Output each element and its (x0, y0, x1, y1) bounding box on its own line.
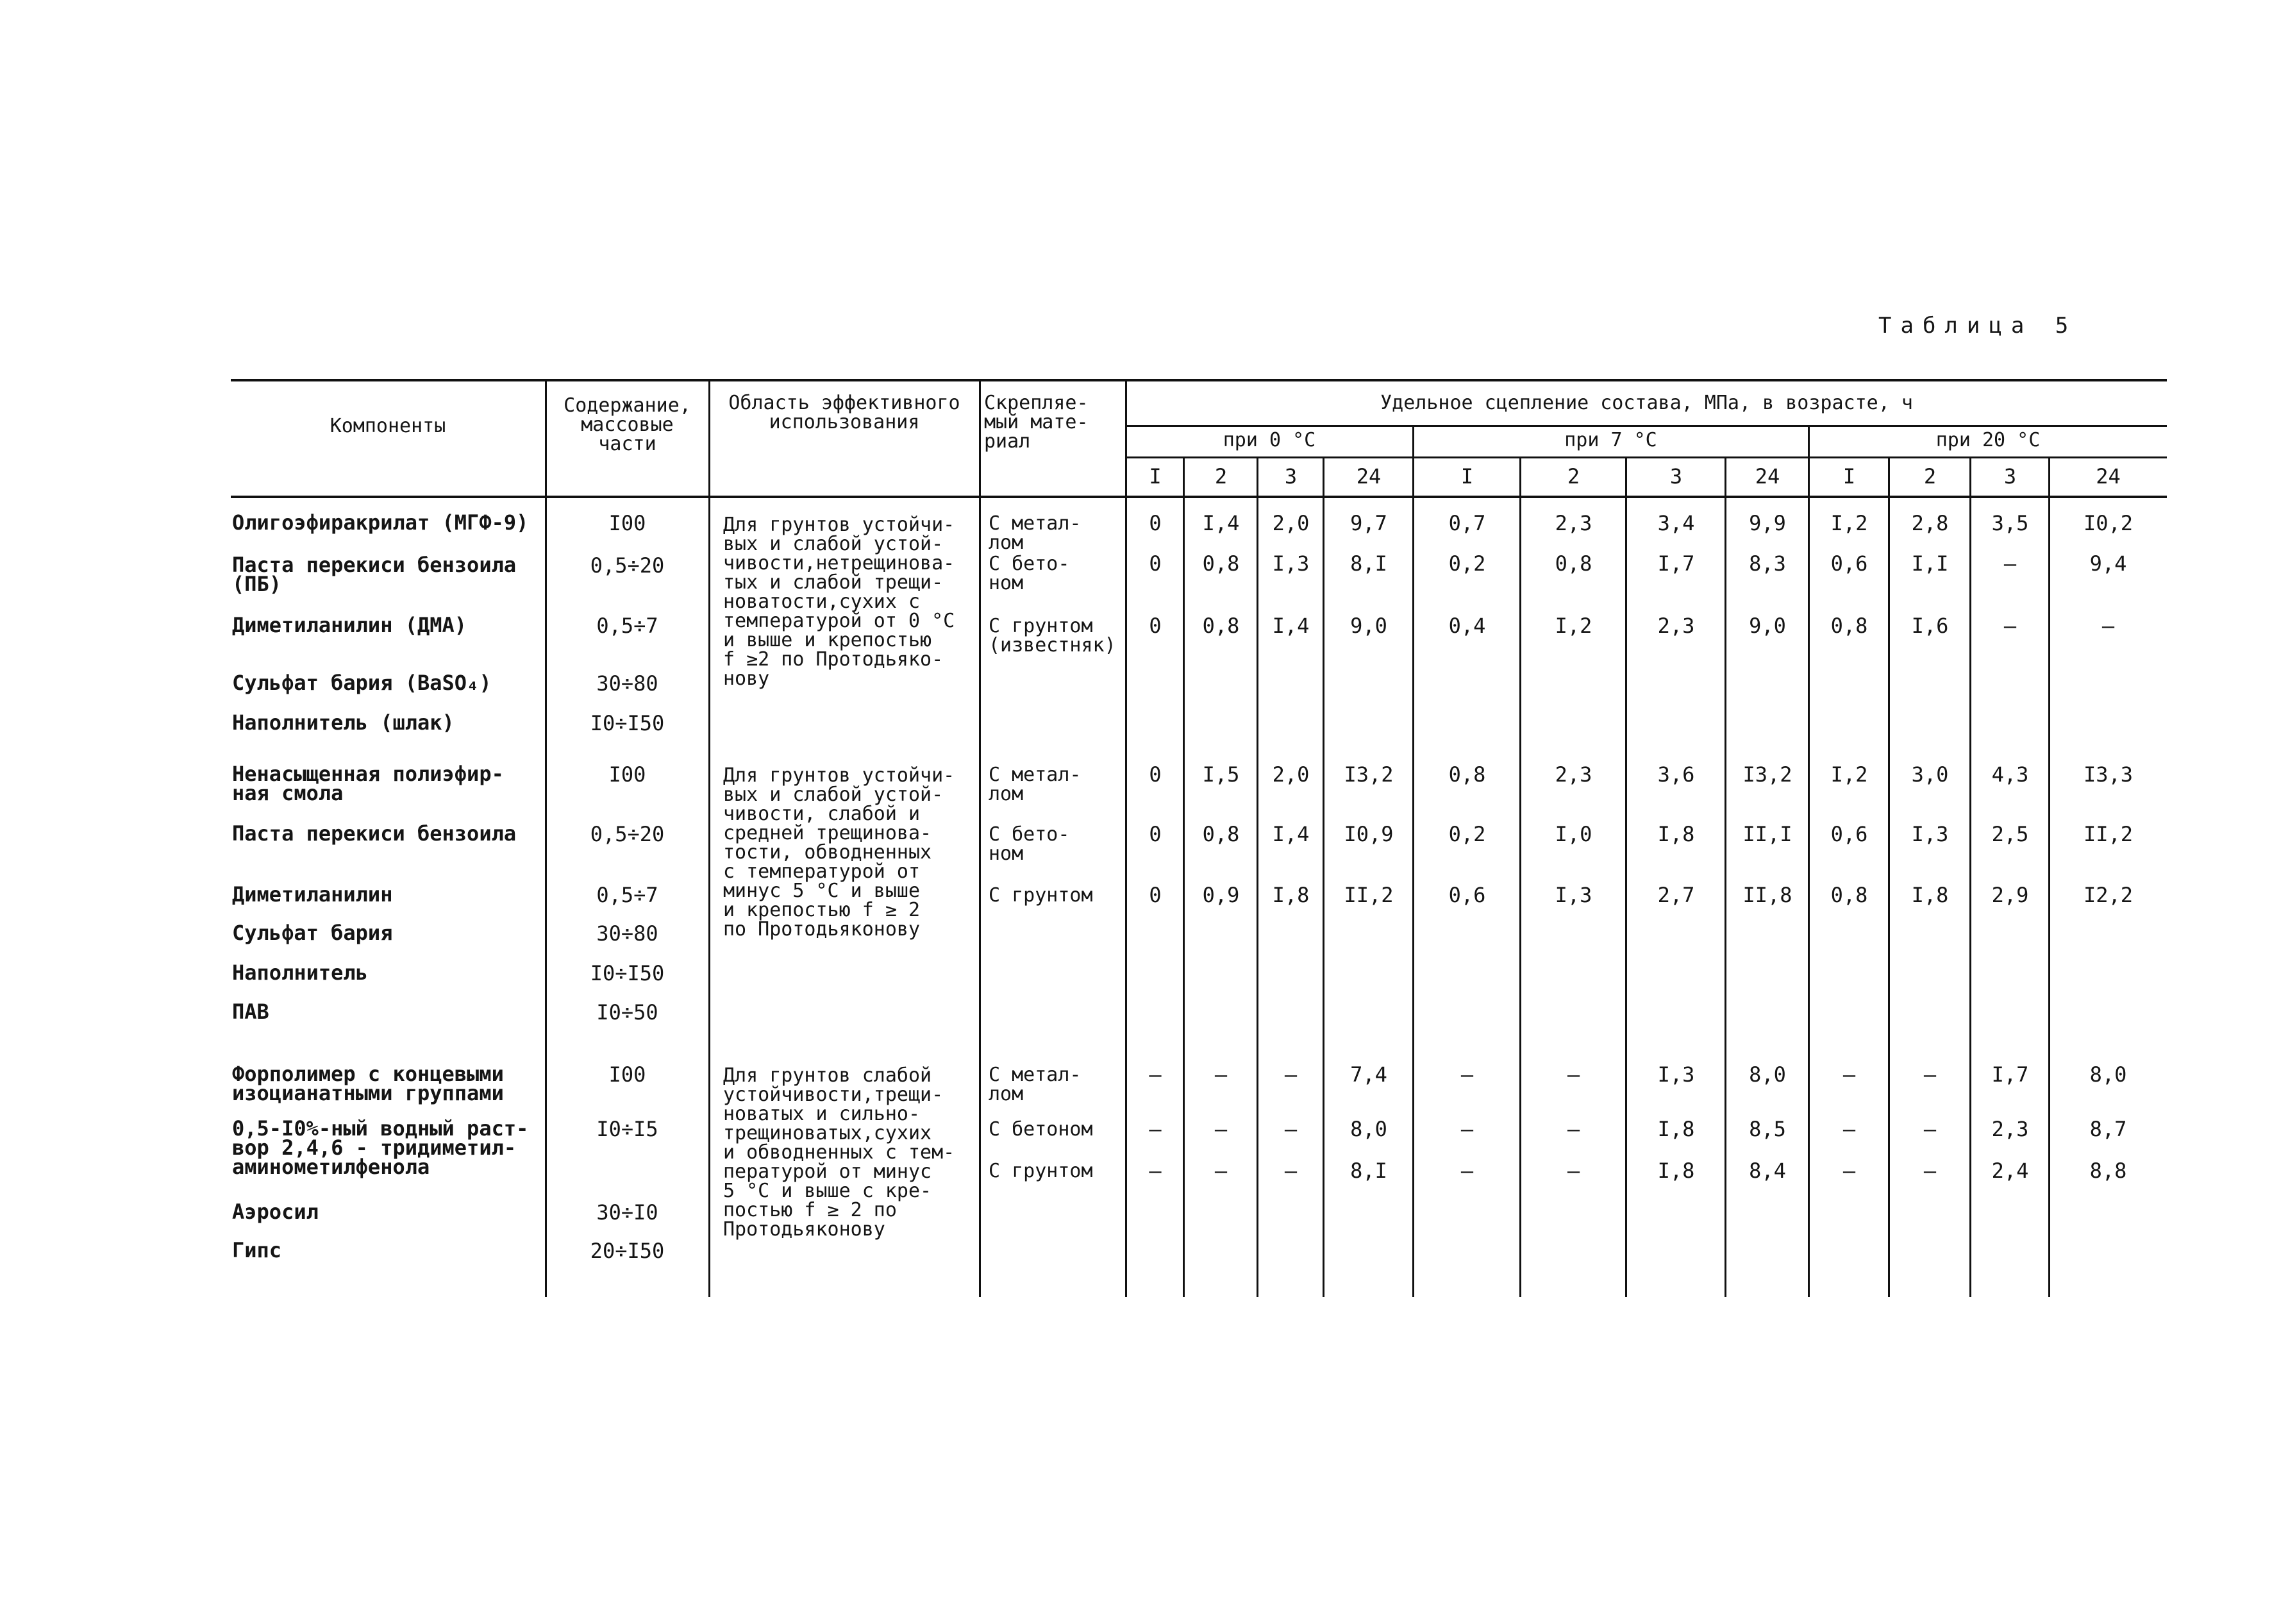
bonded-material: С бетоном (989, 1118, 1093, 1141)
hour-header: 3 (2003, 464, 2017, 489)
cohesion-value: – (2101, 614, 2115, 638)
cohesion-value: – (1923, 1117, 1937, 1141)
cohesion-value: I,7 (1657, 551, 1695, 576)
cohesion-value: 2,9 (1991, 883, 2029, 907)
cohesion-value: 3,4 (1657, 511, 1695, 535)
cohesion-value: I,7 (1991, 1062, 2029, 1087)
component-content: I0÷I50 (590, 711, 665, 735)
cohesion-value: I,3 (1657, 1062, 1695, 1087)
hour-header: 2 (1567, 464, 1580, 489)
cohesion-value: 2,0 (1272, 511, 1310, 535)
cohesion-value: 8,I (1350, 1159, 1387, 1183)
cohesion-value: 0,7 (1448, 511, 1486, 535)
bonded-material: С грунтом (989, 884, 1093, 907)
cohesion-value: II,2 (2083, 822, 2134, 846)
cohesion-value: – (2003, 551, 2017, 576)
bonded-material: С метал- лом (989, 1064, 1082, 1105)
component-content: 0,5÷20 (590, 553, 665, 578)
component-content: I00 (608, 1062, 646, 1087)
cohesion-value: I,2 (1830, 762, 1868, 787)
cohesion-value: I3,2 (1344, 762, 1394, 787)
cohesion-value: I,8 (1272, 883, 1310, 907)
cohesion-value: 0 (1149, 614, 1162, 638)
cohesion-value: 2,3 (1657, 614, 1695, 638)
cohesion-value: – (1923, 1062, 1937, 1087)
bonded-material: С грунтом (известняк) (989, 615, 1116, 657)
cohesion-value: – (1284, 1062, 1298, 1087)
cohesion-value: I,8 (1657, 1117, 1695, 1141)
cohesion-value: II,I (1742, 822, 1792, 846)
cohesion-value: 9,4 (2089, 551, 2127, 576)
hour-header: 2 (1214, 464, 1228, 489)
cohesion-value: – (1567, 1159, 1580, 1183)
cohesion-value: I,8 (1911, 883, 1949, 907)
cohesion-value: 8,0 (1350, 1117, 1387, 1141)
component-name: Наполнитель (шлак) (232, 710, 455, 735)
bonded-material: С метал- лом (989, 764, 1082, 805)
cohesion-value: 0,6 (1448, 883, 1486, 907)
hour-header: 24 (1755, 464, 1780, 489)
cohesion-value: I,6 (1911, 614, 1949, 638)
cohesion-value: – (1460, 1159, 1474, 1183)
cohesion-value: 8,3 (1749, 551, 1786, 576)
header-content: Содержание, массовые части (564, 394, 691, 455)
cohesion-value: – (1923, 1159, 1937, 1183)
header-cohesion: Удельное сцепление состава, МПа, в возрасте, ч (1380, 392, 1913, 414)
cohesion-value: 8,0 (2089, 1062, 2127, 1087)
cohesion-value: 2,0 (1272, 762, 1310, 787)
cohesion-value: 0,6 (1830, 551, 1868, 576)
col-sep-area (708, 380, 710, 1297)
component-name: Сульфат бария (232, 921, 393, 945)
cohesion-value: 8,7 (2089, 1117, 2127, 1141)
table-label: Таблица 5 (1878, 313, 2078, 339)
header-components: Компоненты (330, 415, 446, 437)
hour-header: 24 (1356, 464, 1382, 489)
component-content: 0,5÷20 (590, 822, 665, 846)
hour-header: 24 (2096, 464, 2121, 489)
cohesion-value: II,2 (1344, 883, 1394, 907)
cohesion-value: 2,3 (1991, 1117, 2029, 1141)
cohesion-value: 3,5 (1991, 511, 2029, 535)
cohesion-value: 0,2 (1448, 551, 1486, 576)
cohesion-value: 9,0 (1749, 614, 1786, 638)
cohesion-value: I,4 (1272, 614, 1310, 638)
component-content: 0,5÷7 (596, 883, 658, 907)
cohesion-value: 9,7 (1350, 511, 1387, 535)
cohesion-value: 4,3 (1991, 762, 2029, 787)
application-area: Для грунтов устойчи- вых и слабой устой- чивости,нетрещинова- тых и слабой трещи- новатости,сухих с температурой от 0 °С и выше и крепостью f ≥2 по Протодьяко- нову (723, 514, 955, 690)
cohesion-value: 3,6 (1657, 762, 1695, 787)
cohesion-value: 2,4 (1991, 1159, 2029, 1183)
cohesion-value: I,5 (1202, 762, 1240, 787)
cohesion-value: 0,8 (1448, 762, 1486, 787)
component-content: I0÷I50 (590, 961, 665, 985)
cohesion-value: — (2003, 614, 2017, 638)
component-name: Диметиланилин (ДМА) (232, 613, 467, 637)
hour-header: I (1842, 464, 1856, 489)
cohesion-value: I,2 (1830, 511, 1868, 535)
cohesion-value: 8,5 (1749, 1117, 1786, 1141)
cohesion-value: 9,9 (1749, 511, 1786, 535)
cohesion-value: – (1842, 1062, 1856, 1087)
component-content: 30÷80 (596, 921, 658, 946)
cohesion-value: 0,9 (1202, 883, 1240, 907)
cohesion-value: – (1149, 1117, 1162, 1141)
cohesion-value: 2,3 (1555, 762, 1592, 787)
cohesion-value: I,8 (1657, 1159, 1695, 1183)
cohesion-value: – (1284, 1117, 1298, 1141)
cohesion-value: – (1460, 1062, 1474, 1087)
cohesion-value: 2,5 (1991, 822, 2029, 846)
component-name: Наполнитель (232, 960, 368, 985)
component-name: Сульфат бария (BaSO₄) (232, 671, 492, 695)
component-name: Аэросил (232, 1200, 319, 1224)
header-temp-20: при 20 °С (1935, 429, 2041, 451)
bonded-material: С метал- лом (989, 512, 1082, 554)
header-material: Скрепляе- мый мате- риал (984, 392, 1089, 453)
cohesion-value: 0,8 (1555, 551, 1592, 576)
cohesion-value: 2,8 (1911, 511, 1949, 535)
header-area: Область эффективного использования (728, 392, 960, 433)
cohesion-value: I,3 (1911, 822, 1949, 846)
cohesion-header-rule (1125, 425, 2167, 427)
cohesion-value: 0,8 (1202, 822, 1240, 846)
component-content: 0,5÷7 (596, 614, 658, 638)
cohesion-value: 7,4 (1350, 1062, 1387, 1087)
component-name: Олигоэфиракрилат (МГФ-9) (232, 510, 529, 535)
cohesion-value: 0,8 (1830, 883, 1868, 907)
cohesion-value: I,3 (1555, 883, 1592, 907)
cohesion-value: 0 (1149, 762, 1162, 787)
cohesion-value: 8,I (1350, 551, 1387, 576)
header-temp-7: при 7 °С (1564, 429, 1657, 451)
component-name: 0,5-I0%-ный водный раст- вор 2,4,6 - тридиметил- аминометилфенола (232, 1116, 529, 1179)
cohesion-value: 0,8 (1830, 614, 1868, 638)
hour-header: I (1149, 464, 1162, 489)
cohesion-value: 0 (1149, 883, 1162, 907)
cohesion-value: I,4 (1202, 511, 1240, 535)
component-name: ПАВ (232, 1000, 269, 1024)
cohesion-value: – (1567, 1117, 1580, 1141)
cohesion-value: I0,2 (2083, 511, 2134, 535)
cohesion-value: – (1214, 1159, 1228, 1183)
bonded-material: С грунтом (989, 1160, 1093, 1182)
component-name: Диметиланилин (232, 882, 393, 907)
component-content: 30÷I0 (596, 1200, 658, 1225)
cohesion-value: I0,9 (1344, 822, 1394, 846)
cohesion-value: I,0 (1555, 822, 1592, 846)
component-name: Ненасыщенная полиэфир- ная смола (232, 762, 504, 805)
cohesion-value: – (1149, 1062, 1162, 1087)
component-content: I00 (608, 762, 646, 787)
cohesion-value: 0,6 (1830, 822, 1868, 846)
cohesion-value: 2,3 (1555, 511, 1592, 535)
component-content: 20÷I50 (590, 1239, 665, 1263)
cohesion-value: I2,2 (2083, 883, 2134, 907)
cohesion-value: 0 (1149, 551, 1162, 576)
temperature-header-rule (1125, 456, 2167, 458)
cohesion-value: II,8 (1742, 883, 1792, 907)
component-name: Паста перекиси бензоила (ПБ) (232, 553, 517, 596)
component-name: Форполимер с концевыми изоцианатными группами (232, 1062, 504, 1105)
cohesion-value: I,2 (1555, 614, 1592, 638)
hour-header: 2 (1923, 464, 1937, 489)
cohesion-value: 8,0 (1749, 1062, 1786, 1087)
cohesion-value: 0 (1149, 822, 1162, 846)
table-top-rule (231, 379, 2167, 381)
cohesion-value: 0,8 (1202, 551, 1240, 576)
cohesion-value: – (1214, 1062, 1228, 1087)
cohesion-value: 3,0 (1911, 762, 1949, 787)
cohesion-value: 0,2 (1448, 822, 1486, 846)
cohesion-value: – (1214, 1117, 1228, 1141)
component-content: I0÷I5 (596, 1117, 658, 1141)
component-name: Паста перекиси бензоила (232, 821, 517, 846)
cohesion-value: I3,3 (2083, 762, 2134, 787)
cohesion-value: 0,4 (1448, 614, 1486, 638)
cohesion-value: – (1284, 1159, 1298, 1183)
cohesion-value: I,4 (1272, 822, 1310, 846)
header-temp-0: при 0 °С (1223, 429, 1316, 451)
cohesion-value: I3,2 (1742, 762, 1792, 787)
hour-header: 3 (1669, 464, 1683, 489)
cohesion-value: I,I (1911, 551, 1949, 576)
cohesion-value: 8,4 (1749, 1159, 1786, 1183)
cohesion-value: 8,8 (2089, 1159, 2127, 1183)
cohesion-value: 0 (1149, 511, 1162, 535)
component-content: I0÷50 (596, 1000, 658, 1025)
cohesion-value: – (1149, 1159, 1162, 1183)
cohesion-value: – (1567, 1062, 1580, 1087)
component-content: 30÷80 (596, 671, 658, 696)
cohesion-value: 0,8 (1202, 614, 1240, 638)
hour-header: 3 (1284, 464, 1298, 489)
cohesion-value: – (1842, 1117, 1856, 1141)
bonded-material: С бето- ном (989, 823, 1070, 865)
cohesion-value: 9,0 (1350, 614, 1387, 638)
cohesion-value: – (1460, 1117, 1474, 1141)
cohesion-value: I,3 (1272, 551, 1310, 576)
application-area: Для грунтов слабой устойчивости,трещи- новатых и сильно- трещиноватых,сухих и обводненных с тем- пературой от минус 5 °С и выше с кре- постью f ≥ 2 по Протодьяконову (723, 1064, 955, 1241)
cohesion-value: 2,7 (1657, 883, 1695, 907)
component-name: Гипс (232, 1238, 282, 1262)
component-content: I00 (608, 511, 646, 535)
cohesion-value: – (1842, 1159, 1856, 1183)
hour-header: I (1460, 464, 1474, 489)
cohesion-value: I,8 (1657, 822, 1695, 846)
header-bottom-rule (231, 496, 2167, 498)
bonded-material: С бето- ном (989, 553, 1070, 594)
application-area: Для грунтов устойчи- вых и слабой устой- чивости, слабой и средней трещинова- тости, обводненных с температурой от минус 5 °С и выше и крепостью f ≥ 2 по Протодьяконову (723, 764, 955, 941)
